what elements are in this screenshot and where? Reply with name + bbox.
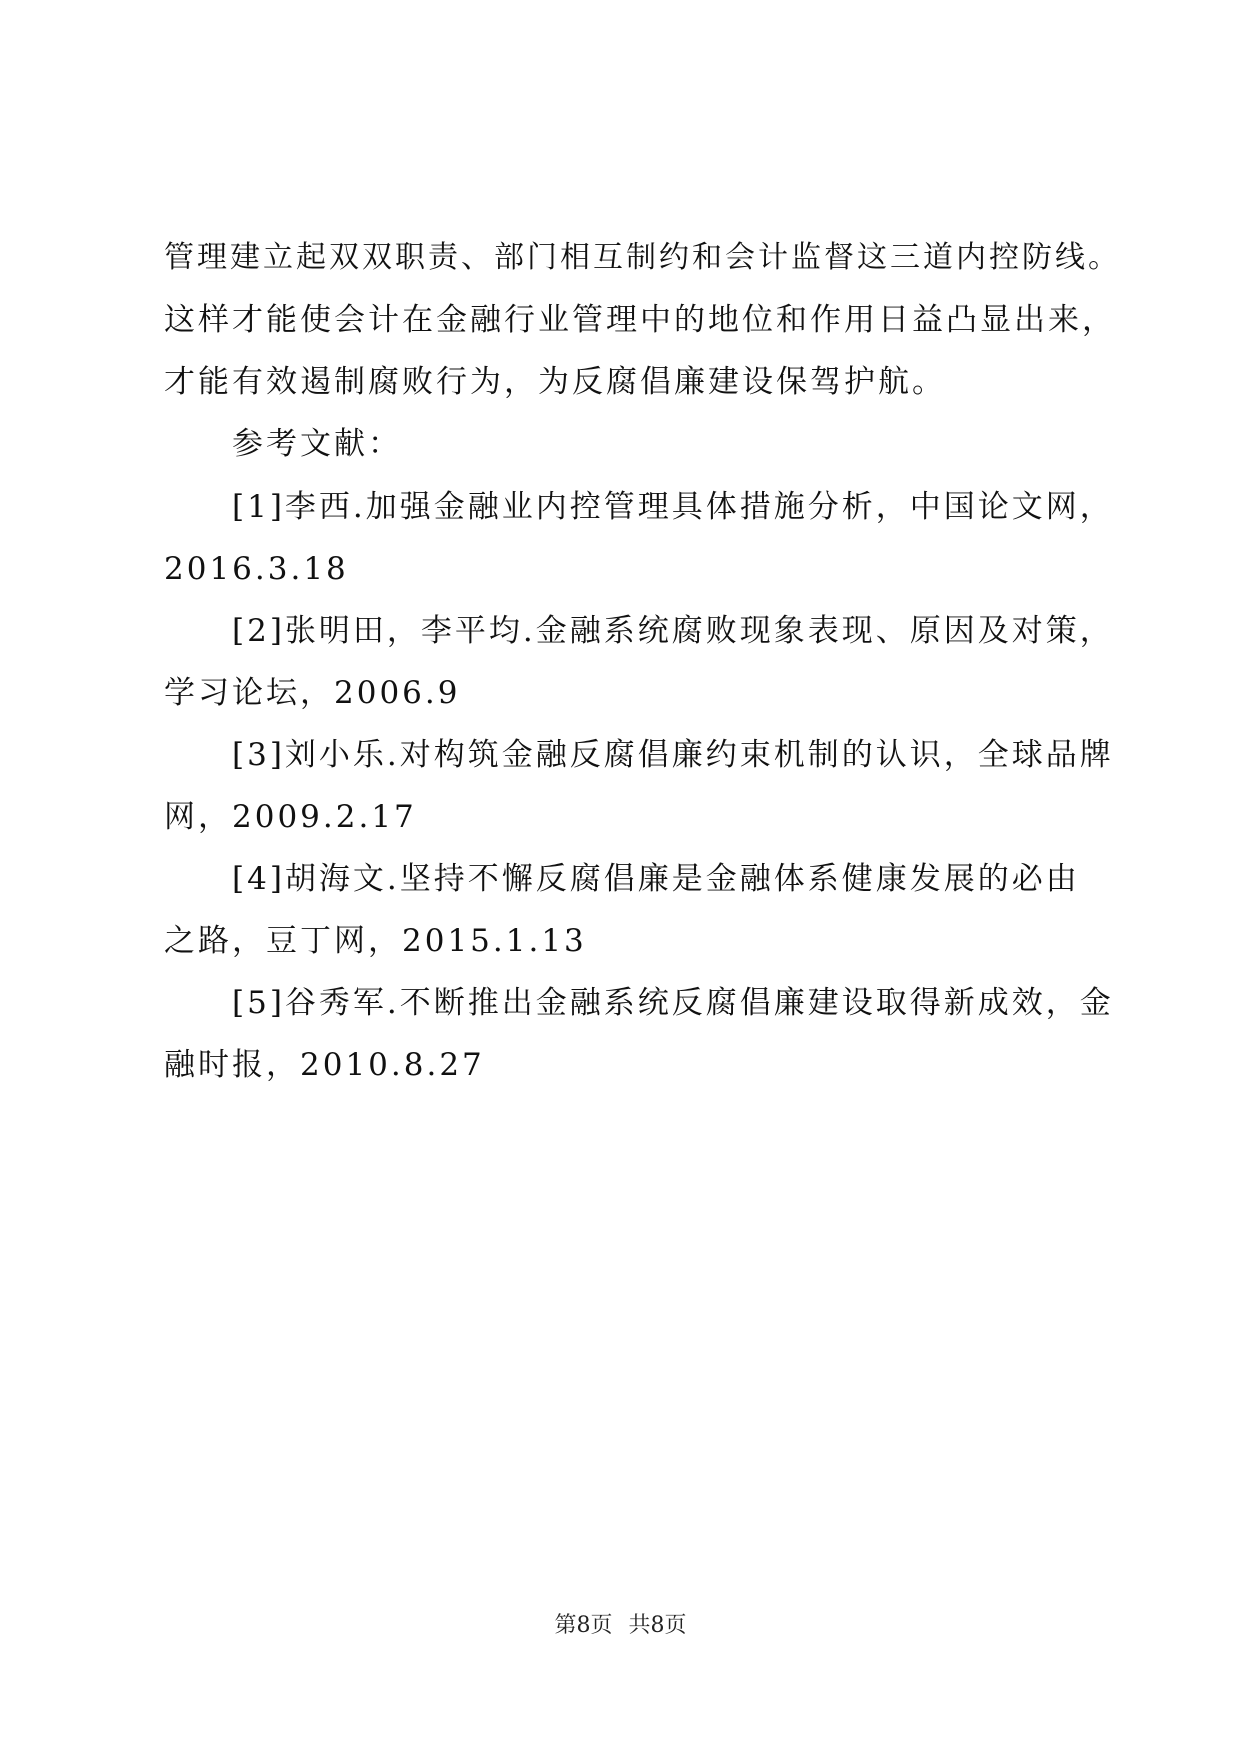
reference-item: [5]谷秀军.不断推出金融系统反腐倡廉建设取得新成效，金 [232,985,1114,1021]
reference-item: [2]张明田，李平均.金融系统腐败现象表现、原因及对策， [232,613,1114,649]
reference-item-continuation: 学习论坛，2006.9 [164,675,461,711]
paragraph-line: 管理建立起双双职责、部门相互制约和会计监督这三道内控防线。 [164,240,1121,275]
page-total: 共8页 [628,1613,687,1638]
reference-item: [3]刘小乐.对构筑金融反腐倡廉约束机制的认识，全球品牌 [232,737,1114,773]
paragraph-line: 这样才能使会计在金融行业管理中的地位和作用日益凸显出来， [164,302,1116,338]
reference-item-continuation: 融时报，2010.8.27 [164,1047,485,1083]
reference-item: [1]李西.加强金融业内控管理具体措施分析，中国论文网， [232,489,1114,525]
reference-item: [4]胡海文.坚持不懈反腐倡廉是金融体系健康发展的必由 [232,861,1080,897]
page-footer [0,1612,1241,1640]
reference-item-continuation: 网，2009.2.17 [164,799,417,835]
references-heading: 参考文献： [232,426,402,462]
reference-item-continuation: 之路，豆丁网，2015.1.13 [164,923,587,959]
page-number: 第8页 [554,1613,613,1638]
paragraph-line: 才能有效遏制腐败行为，为反腐倡廉建设保驾护航。 [164,364,946,400]
reference-item-continuation: 2016.3.18 [164,551,349,587]
